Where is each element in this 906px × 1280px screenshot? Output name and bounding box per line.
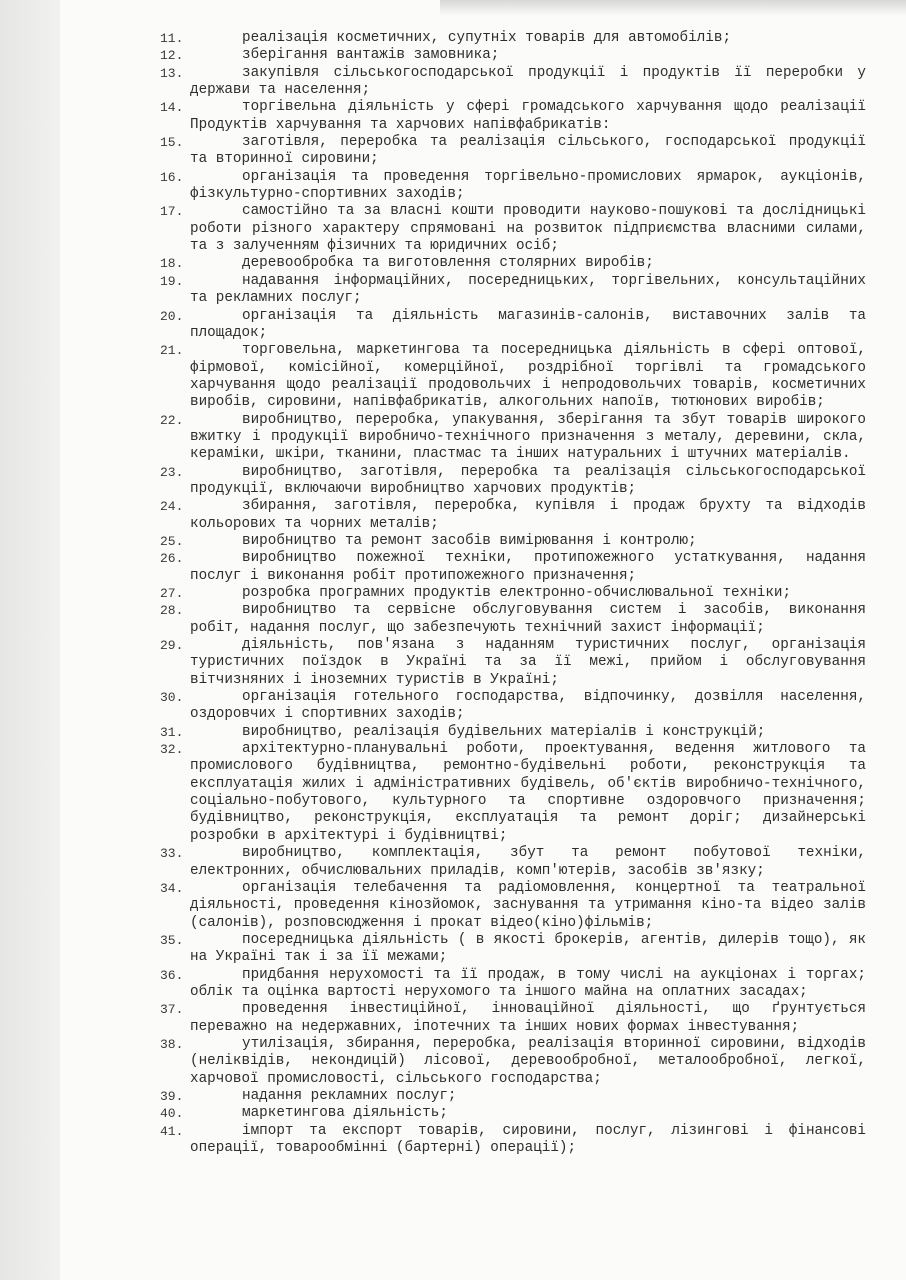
list-item	[160, 1001, 866, 1036]
list-item	[160, 741, 866, 845]
item-number: 19.	[160, 273, 184, 289]
list-item	[160, 967, 866, 1002]
list-item	[160, 134, 866, 169]
item-number: 39.	[160, 1088, 184, 1104]
item-text: організація телебачення та радіомовлення, концертної та театральної діяльності, проведення кінозйомок, заснування та утримання кіно-та відео залів (салонів), розповсюдження і прокат відео(кіно)фільмів;	[190, 879, 866, 931]
scan-left-margin	[0, 0, 60, 1280]
item-text: організація та діяльність магазинів-салонів, виставочних залів та площадок;	[190, 307, 866, 341]
item-text: торговельна, маркетингова та посередницька діяльність в сфері оптової, фірмової, комісійної, комерційної, роздрібної торгівлі та громадського харчування щодо реалізації продовольчих і непродовольчих товарів, косметичних виробів, сировини, напівфабрикатів, алкогольних напоїв, тютюнових виробів;	[190, 342, 866, 411]
item-number: 40.	[160, 1106, 184, 1122]
item-text: виробництво, переробка, упакування, зберігання та збут товарів широкого вжитку і продукції виробничо-технічного призначення з металу, деревини, скла, кераміки, шкіри, тканини, пластмас та інших натуральних і штучних матеріалів.	[190, 411, 866, 463]
list-item	[160, 1036, 866, 1088]
list-item	[160, 585, 866, 602]
list-item	[160, 602, 866, 637]
item-number: 21.	[160, 343, 184, 359]
item-text: самостійно та за власні кошти проводити науково-пошукові та дослідницькі роботи різного характеру спрямовані на розвиток підприємства власними силами, та з залученням фізичних та юридичних осіб;	[190, 203, 866, 255]
item-text: маркетингова діяльність;	[242, 1105, 448, 1122]
item-text: виробництво та ремонт засобів вимірювання і контролю;	[242, 532, 697, 549]
item-text: розробка програмних продуктів електронно-обчислювальної техніки;	[242, 585, 792, 601]
item-text: діяльність, пов'язана з наданням туристичних послуг, організація туристичних поїздок в Україні та за її межі, прийом і обслуговування вітчизняних і іноземних туристів в Україні;	[190, 637, 866, 688]
item-text: організація готельного господарства, відпочинку, дозвілля населення, оздоровчих і спортивних заходів;	[190, 689, 866, 723]
list-item	[160, 273, 866, 308]
item-text: проведення інвестиційної, інноваційної діяльності, що ґрунтується переважно на недержавних, іпотечних та інших нових формах інвестування;	[190, 1001, 866, 1035]
item-number: 30.	[160, 690, 184, 706]
item-text: утилізація, збирання, переробка, реалізація вторинної сировини, відходів (неліквідів, некондицій) лісової, деревообробної, металообробної, легкої, харчової промисловості, сільського господарства;	[190, 1035, 866, 1087]
list-item	[160, 342, 866, 411]
item-number: 29.	[160, 638, 184, 654]
item-number: 13.	[160, 65, 184, 81]
item-number: 11.	[160, 31, 184, 46]
item-number: 35.	[160, 932, 184, 948]
item-number: 31.	[160, 724, 184, 740]
list-item	[160, 99, 866, 134]
list-item	[160, 637, 866, 689]
item-text: виробництво, комплектація, збут та ремонт побутової техніки, електронних, обчислювальних приладів, комп'ютерів, засобів зв'язку;	[190, 845, 866, 879]
list-item	[160, 1088, 866, 1105]
list-item	[160, 65, 866, 100]
item-number: 16.	[160, 169, 184, 185]
item-number: 17.	[160, 204, 184, 220]
item-number: 34.	[160, 880, 184, 896]
list-item	[160, 47, 866, 64]
list-item	[160, 1123, 866, 1158]
item-number: 26.	[160, 551, 184, 567]
activity-list	[160, 30, 866, 1157]
list-item	[160, 255, 866, 272]
item-text: імпорт та експорт товарів, сировини, послуг, лізингові і фінансові операції, товарообмінні (бартерні) операції);	[190, 1122, 866, 1156]
item-text: заготівля, переробка та реалізація сільського, господарської продукції та вторинної сировини;	[190, 134, 866, 168]
item-text: збирання, заготівля, переробка, купівля і продаж брухту та відходів кольорових та чорних металів;	[190, 498, 866, 532]
item-number: 22.	[160, 412, 184, 428]
list-item	[160, 412, 866, 464]
item-text: придбання нерухомості та її продаж, в тому числі на аукціонах і торгах; облік та оцінка вартості нерухомого та іншого майна на оплатних засадах;	[190, 966, 866, 1000]
item-text: закупівля сільськогосподарської продукції і продуктів її переробки у держави та населення;	[190, 64, 866, 99]
list-item	[160, 1105, 866, 1122]
list-item	[160, 169, 866, 204]
list-item	[160, 880, 866, 932]
item-number: 25.	[160, 533, 184, 549]
list-item	[160, 498, 866, 533]
item-text: зберігання вантажів замовника;	[242, 47, 500, 64]
list-item	[160, 533, 866, 550]
item-text: торгівельна діяльність у сфері громадського харчування щодо реалізації Продуктів харчування та харчових напівфабрикатів:	[190, 99, 866, 133]
item-number: 38.	[160, 1036, 184, 1052]
list-item	[160, 932, 866, 967]
item-text: реалізація косметичних, супутніх товарів для автомобілів;	[242, 30, 732, 46]
item-text: виробництво пожежної техніки, протипожежного устаткування, надання послуг і виконання робіт протипожежного призначення;	[190, 550, 866, 584]
item-text: посередницька діяльність ( в якості брокерів, агентів, дилерів тощо), як на Україні так і за її межами;	[190, 931, 866, 966]
scan-top-shadow	[440, 0, 906, 16]
item-text: надання рекламних послуг;	[242, 1087, 457, 1104]
item-number: 32.	[160, 742, 184, 758]
item-number: 27.	[160, 586, 184, 601]
item-text: виробництво та сервісне обслуговування систем і засобів, виконання робіт, надання послуг, що забезпечують технічний захист інформації;	[190, 602, 866, 636]
item-text: виробництво, реалізація будівельних матеріалів і конструкцій;	[242, 723, 766, 740]
item-number: 24.	[160, 499, 184, 515]
item-number: 23.	[160, 464, 184, 480]
item-text: організація та проведення торгівельно-промислових ярмарок, аукціонів, фізкультурно-спортивних заходів;	[190, 168, 866, 203]
item-number: 36.	[160, 967, 184, 983]
list-item	[160, 550, 866, 585]
list-item	[160, 845, 866, 880]
list-item	[160, 30, 866, 47]
item-text: надавання інформаційних, посередницьких, торгівельних, консультаційних та рекламних послуг;	[190, 272, 866, 307]
item-number: 12.	[160, 48, 184, 64]
list-item	[160, 203, 866, 255]
item-number: 15.	[160, 135, 184, 151]
item-number: 37.	[160, 1002, 184, 1018]
item-number: 41.	[160, 1123, 184, 1139]
item-text: деревообробка та виготовлення столярних виробів;	[242, 255, 654, 272]
item-number: 20.	[160, 308, 184, 324]
list-item	[160, 464, 866, 499]
item-text: виробництво, заготівля, переробка та реалізація сільськогосподарської продукції, включаючи виробництво харчових продуктів;	[190, 463, 866, 497]
list-item	[160, 689, 866, 724]
item-number: 18.	[160, 256, 184, 272]
list-item	[160, 724, 866, 741]
item-number: 14.	[160, 100, 184, 116]
list-item	[160, 308, 866, 343]
item-text: архітектурно-планувальні роботи, проектування, ведення житлового та промислового будівництва, ремонтно-будівельні роботи, реконструкція та експлуатація жилих і адміністративних будівель, об'єктів виробничо-технічного, соціально-побутового, культурного та спортивне оздоровчого призначення; будівництво, реконструкція, експлуатація та ремонт доріг; дизайнерські розробки в архітектурі і будівництві;	[190, 741, 866, 844]
item-number: 28.	[160, 603, 184, 619]
item-number: 33.	[160, 846, 184, 862]
